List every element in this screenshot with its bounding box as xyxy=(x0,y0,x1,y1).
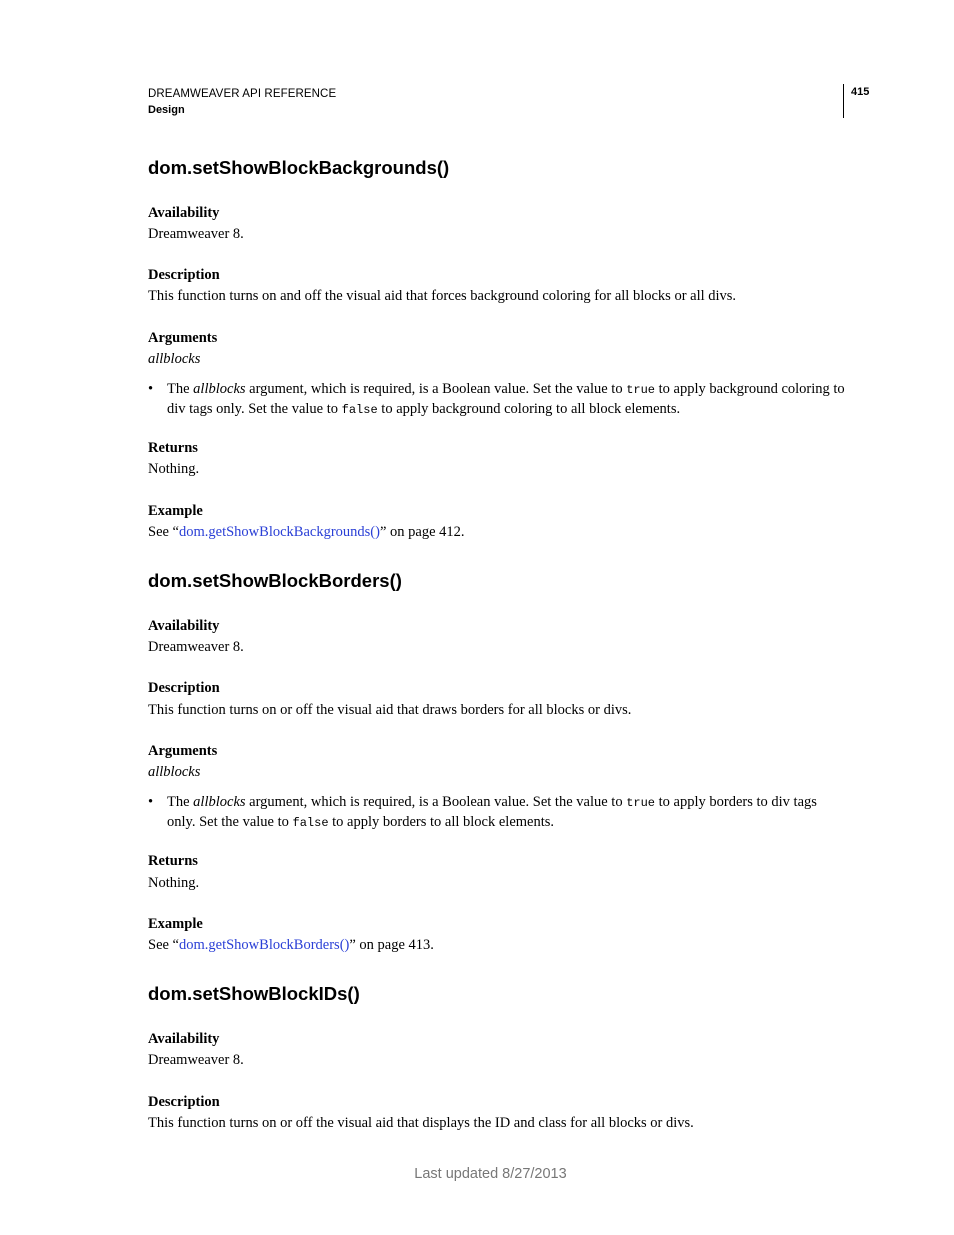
page-number: 415 xyxy=(851,86,870,98)
description-label: Description xyxy=(148,680,220,696)
description-text: This function turns on or off the visual aid that displays the ID and class for all blocks or divs. xyxy=(148,1115,694,1131)
description-text: This function turns on or off the visual aid that draws borders for all blocks or divs. xyxy=(148,702,632,718)
argument-name: allblocks xyxy=(148,764,201,780)
last-updated-footer: Last updated 8/27/2013 xyxy=(414,1166,567,1182)
example-label: Example xyxy=(148,916,203,932)
bullet-text: The allblocks argument, which is required, is a Boolean value. Set the value to true to apply borders to div tags only. Set the value to false to apply borders to all block elements. xyxy=(167,794,817,830)
availability-text: Dreamweaver 8. xyxy=(148,1052,244,1068)
section-title: dom.setShowBlockIDs() xyxy=(148,983,360,1004)
arguments-label: Arguments xyxy=(148,330,218,346)
cross-reference-link[interactable]: dom.getShowBlockBackgrounds() xyxy=(179,524,380,540)
description-label: Description xyxy=(148,267,220,283)
section-title: dom.setShowBlockBackgrounds() xyxy=(148,157,450,178)
bullet-icon: • xyxy=(148,794,154,810)
argument-bullet xyxy=(148,793,848,833)
arguments-label: Arguments xyxy=(148,743,218,759)
argument-name: allblocks xyxy=(148,351,201,367)
header-divider xyxy=(843,84,844,118)
availability-label: Availability xyxy=(148,618,220,634)
bullet-icon: • xyxy=(148,381,154,397)
bullet-text: The allblocks argument, which is required, is a Boolean value. Set the value to true to apply background coloring to div tags only. Set the value to false to apply background coloring to all block elements. xyxy=(167,381,845,417)
running-header-title: DREAMWEAVER API REFERENCE xyxy=(148,88,337,100)
example-text: See “dom.getShowBlockBorders()” on page 413. xyxy=(148,937,434,953)
availability-label: Availability xyxy=(148,205,220,221)
cross-reference-link[interactable]: dom.getShowBlockBorders() xyxy=(179,937,350,953)
example-label: Example xyxy=(148,503,203,519)
returns-label: Returns xyxy=(148,853,198,869)
availability-label: Availability xyxy=(148,1031,220,1047)
argument-bullet xyxy=(148,380,848,420)
availability-text: Dreamweaver 8. xyxy=(148,639,244,655)
returns-text: Nothing. xyxy=(148,875,200,891)
section-title: dom.setShowBlockBorders() xyxy=(148,570,402,591)
returns-text: Nothing. xyxy=(148,461,200,477)
description-label: Description xyxy=(148,1094,220,1110)
example-text: See “dom.getShowBlockBackgrounds()” on page 412. xyxy=(148,524,465,540)
running-header-section: Design xyxy=(148,104,185,116)
description-text: This function turns on and off the visual aid that forces background coloring for all blocks or all divs. xyxy=(148,288,737,304)
returns-label: Returns xyxy=(148,440,198,456)
availability-text: Dreamweaver 8. xyxy=(148,226,244,242)
